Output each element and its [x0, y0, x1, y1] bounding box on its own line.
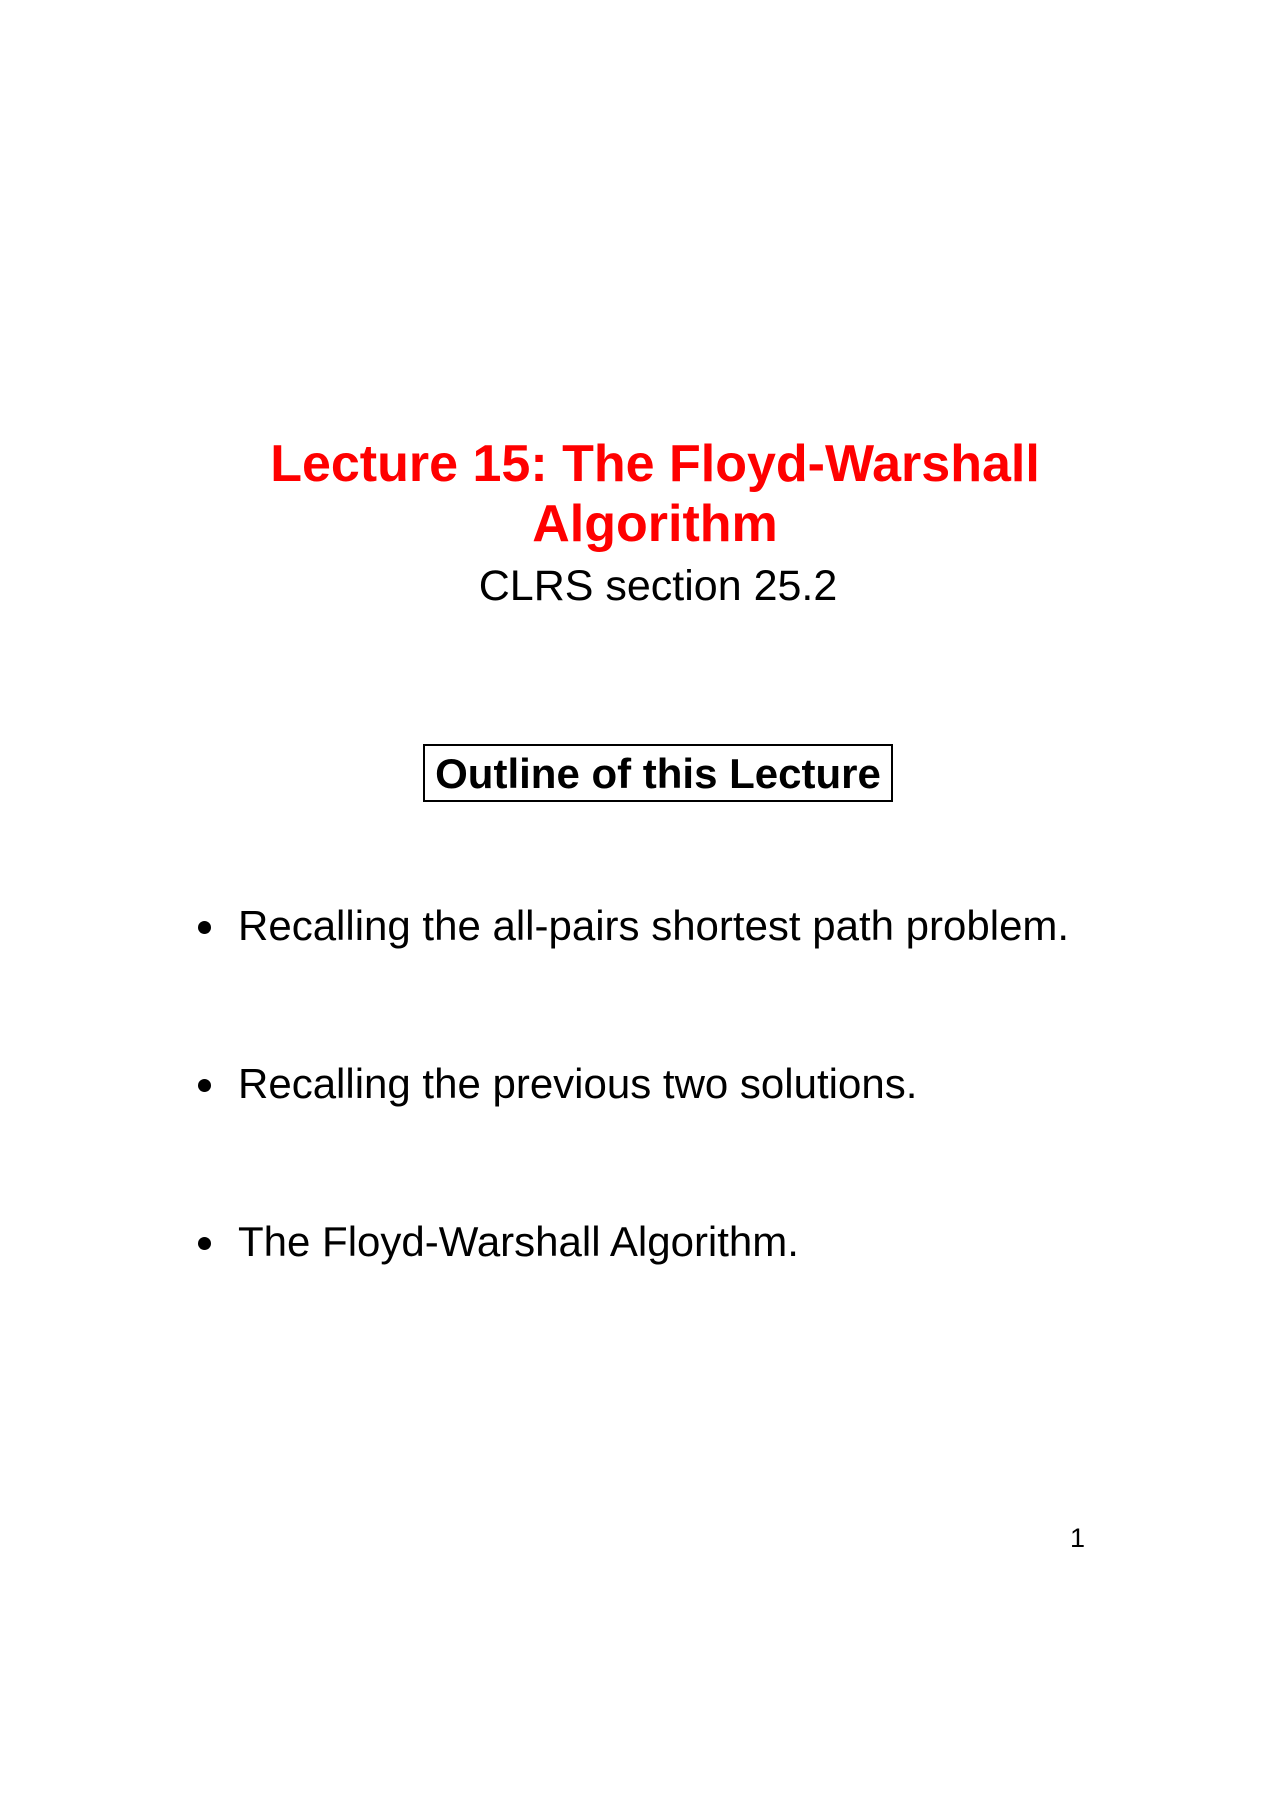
bullet-text: The Floyd-Warshall Algorithm. [238, 1218, 799, 1265]
bullet-icon [198, 1079, 211, 1092]
bullet-icon [198, 921, 211, 934]
page-number: 1 [1070, 1523, 1086, 1553]
slide-subtitle: CLRS section 25.2 [478, 562, 838, 610]
bullet-text: Recalling the previous two solutions. [238, 1060, 918, 1107]
slide-title-line-1: Lecture 15: The Floyd-Warshall [270, 435, 1040, 493]
slide-title-line-2: Algorithm [532, 495, 778, 553]
outline-heading: Outline of this Lecture [423, 744, 893, 802]
bullet-icon [198, 1237, 211, 1250]
bullet-text: Recalling the all-pairs shortest path problem. [238, 902, 1070, 949]
outline-heading-container [0, 744, 1280, 802]
